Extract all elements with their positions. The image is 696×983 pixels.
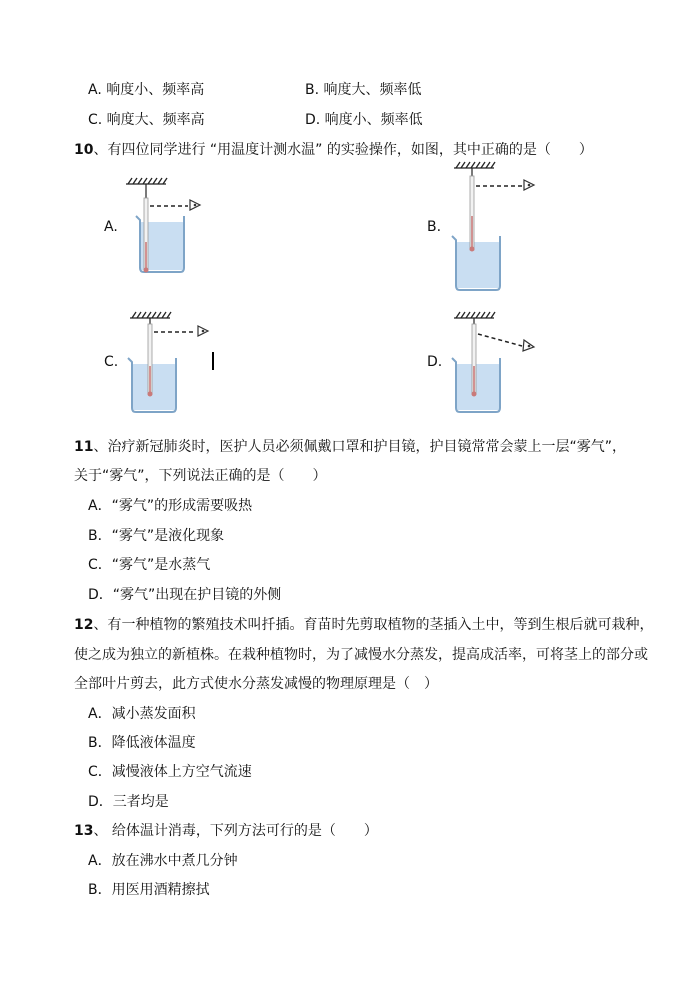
q11-option-c: C．“雾气”是水蒸气 (88, 557, 211, 573)
q9-option-b: B. 响度大、频率低 (305, 82, 422, 98)
q12-option-d: D．三者均是 (88, 794, 169, 810)
q12-stem-line1 (74, 615, 653, 635)
q11-stem-text: 、治疗新冠肺炎时，医护人员必须佩戴口罩和护目镜，护目镜常常会蒙上一层“雾气”， (93, 439, 626, 455)
q13-stem (74, 821, 378, 841)
q9-option-c: C. 响度大、频率高 (88, 112, 205, 128)
q12-option-b: B．降低液体温度 (88, 735, 196, 751)
thermometer-figure-d (440, 306, 560, 416)
q13-option-b: B．用医用酒精擦拭 (88, 882, 210, 898)
q9-option-d: D. 响度小、频率低 (305, 112, 423, 128)
thermometer-figure-b (440, 156, 560, 294)
text-cursor (212, 352, 214, 370)
thermometer-figure-a (118, 172, 228, 277)
q10-number: 10 (74, 142, 94, 158)
q11-option-a: A．“雾气”的形成需要吸热 (88, 498, 253, 514)
q12-option-c: C．减慢液体上方空气流速 (88, 764, 252, 780)
q12-option-a: A．减小蒸发面积 (88, 706, 196, 722)
q13-number: 13 (74, 823, 94, 839)
q12-stem-text: 、有一种植物的繁殖技术叫扦插。育苗时先剪取植物的茎插入土中，等到生根后就可栽种， (93, 617, 654, 633)
q11-option-b: B．“雾气”是液化现象 (88, 528, 225, 544)
q11-stem-line1 (74, 437, 626, 457)
q12-number: 12 (74, 617, 94, 633)
q11-number: 11 (74, 439, 94, 455)
q13-stem-text: 、 给体温计消毒，下列方法可行的是（ ） (93, 823, 378, 839)
figure-label-b: B. (427, 219, 442, 235)
figure-label-a: A. (104, 219, 118, 235)
figure-label-c: C. (104, 354, 119, 370)
q11-stem-line2: 关于“雾气”，下列说法正确的是（ ） (74, 468, 327, 484)
figure-label-d: D. (427, 354, 443, 370)
q10-stem-text: 、有四位同学进行 “用温度计测水温” 的实验操作，如图，其中正确的是（ ） (93, 142, 593, 158)
ceiling-hatch (126, 178, 167, 184)
q12-stem-line2: 使之成为独立的新植株。在栽种植物时，为了减慢水分蒸发，提高成活率，可将茎上的部分或 (74, 647, 648, 663)
q11-option-d: D．“雾气”出现在护目镜的外侧 (88, 587, 282, 603)
q13-option-a: A．放在沸水中煮几分钟 (88, 853, 238, 869)
q9-option-a: A. 响度小、频率高 (88, 82, 205, 98)
q12-stem-line3: 全部叶片剪去，此方式使水分蒸发减慢的物理原理是（ ） (74, 676, 438, 692)
